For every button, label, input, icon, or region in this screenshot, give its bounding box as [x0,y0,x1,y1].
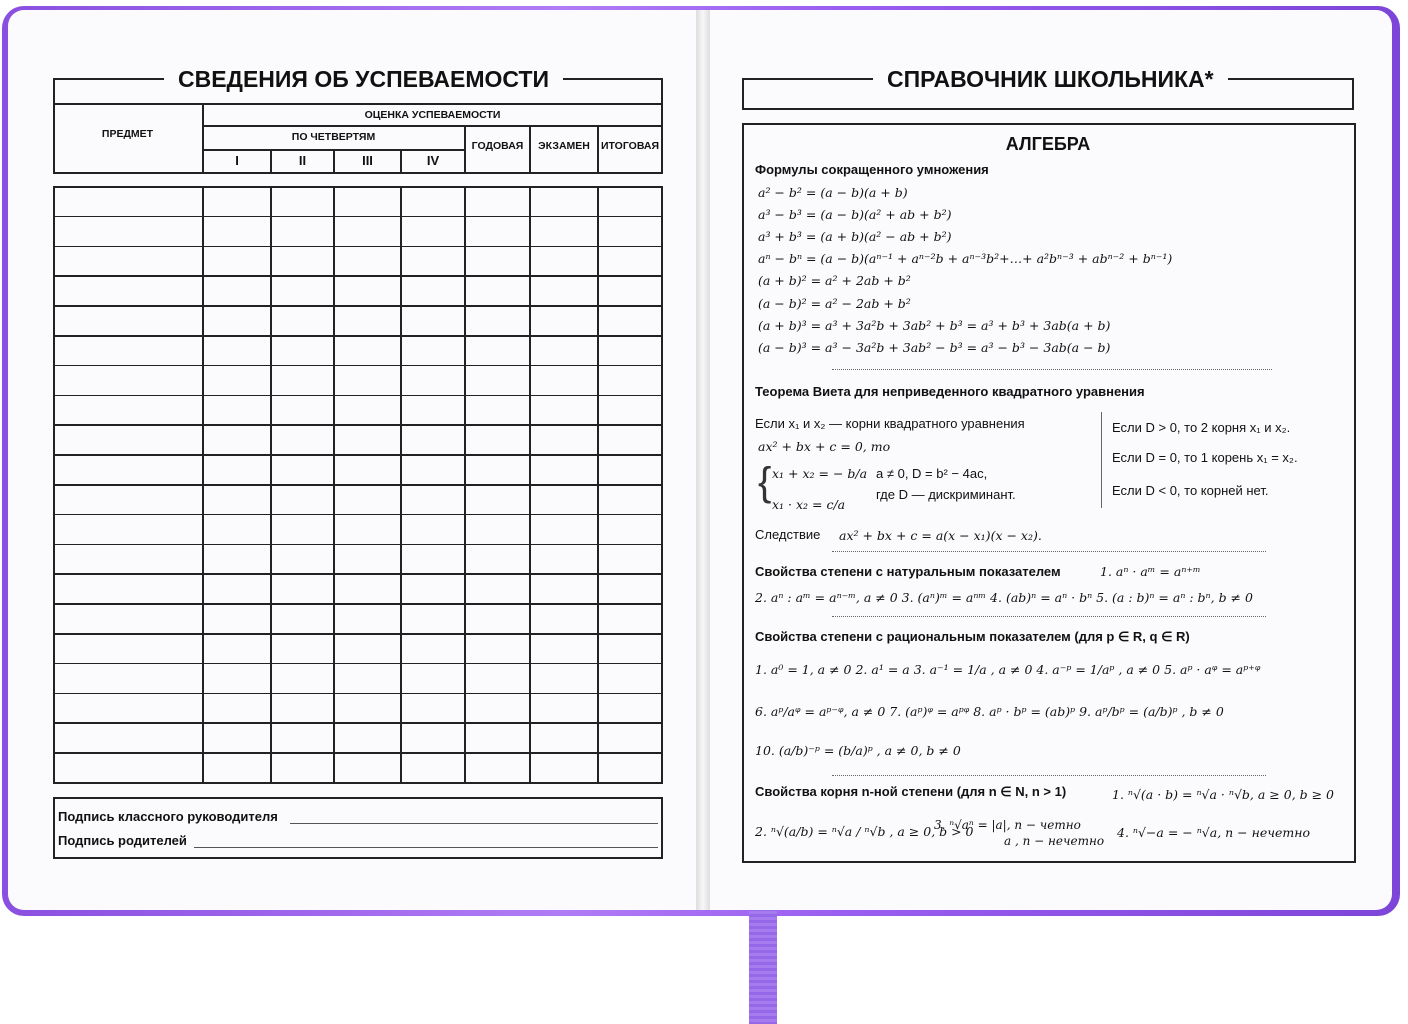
formula-1: a² − b² = (a − b)(a + b) [758,185,908,200]
h-root: Свойства корня n-ной степени (для n ∈ N, n > 1) [755,784,1067,799]
grid-row-line [53,484,663,486]
grid-row-line [53,663,663,665]
formula-4: aⁿ − bⁿ = (a − b)(aⁿ⁻¹ + aⁿ⁻²b + aⁿ⁻³b²+…+ a²bⁿ⁻³ + abⁿ⁻² + bⁿ⁻¹) [758,251,1173,266]
h-vieta: Теорема Виета для неприведенного квадратного уравнения [755,384,1145,399]
root-property-3a: 3. ⁿ√aⁿ = |a|, n − четно [934,818,1081,832]
vieta-consequence-label: Следствие [755,527,821,542]
divider-2 [832,551,1266,552]
vieta-where: где D — дискриминант. [876,487,1016,502]
grid-row-line [53,335,663,337]
vieta-consequence: ax² + bx + c = a(x − x₁)(x − x₂). [839,528,1042,543]
grid-col-line [202,186,204,784]
grid-col-line [400,186,402,784]
vieta-result-2: Если D = 0, то 1 корень x₁ = x₂. [1112,450,1298,465]
rat-properties-6-9: 6. aᵖ/aᵠ = aᵖ⁻ᵠ, a ≠ 0 7. (aᵖ)ᵠ = aᵖᵠ 8. aᵖ · bᵖ = (ab)ᵖ 9. aᵖ/bᵖ = (a/b)ᵖ , b ≠ 0 [755,704,1224,719]
formula-5: (a + b)² = a² + 2ab + b² [758,273,911,288]
formula-7: (a + b)³ = a³ + 3a²b + 3ab² + b³ = a³ + b³ + 3ab(a + b) [758,318,1111,333]
col-exam: ЭКЗАМЕН [538,140,590,152]
formula-6: (a − b)² = a² − 2ab + b² [758,296,911,311]
grid-row-line [53,722,663,724]
quarter-4: IV [426,153,440,168]
grid-col-line [464,186,466,784]
grid-row-line [53,395,663,397]
h-formulas: Формулы сокращенного умножения [755,162,989,177]
divider-3 [832,616,1266,617]
col-year: ГОДОВАЯ [471,140,524,152]
grid-row-line [53,305,663,307]
quarter-2: II [298,153,307,168]
formula-3: a³ + b³ = (a + b)(a² − ab + b²) [758,229,952,244]
reference-title: СПРАВОЧНИК ШКОЛЬНИКА* [873,66,1228,93]
vieta-separator [1101,412,1102,508]
col-final: ИТОГОВАЯ [600,140,660,152]
grid-col-line [53,186,55,784]
col-grades: ОЦЕНКА УСПЕВАЕМОСТИ [364,109,501,121]
root-property-1: 1. ⁿ√(a · b) = ⁿ√a · ⁿ√b, a ≥ 0, b ≥ 0 [1112,787,1335,802]
h-rational-powers: Свойства степени с рациональным показателем (для p ∈ R, q ∈ R) [755,629,1190,644]
root-property-2: 2. ⁿ√(a/b) = ⁿ√a / ⁿ√b , a ≥ 0, b > 0 [755,824,974,839]
rat-property-10: 10. (a/b)⁻ᵖ = (b/a)ᵖ , a ≠ 0, b ≠ 0 [755,743,961,758]
nat-properties-2-5: 2. aⁿ : aᵐ = aⁿ⁻ᵐ, a ≠ 0 3. (aⁿ)ᵐ = aⁿᵐ 4. (ab)ⁿ = aⁿ · bⁿ 5. (a : b)ⁿ = aⁿ : bⁿ, b ≠ 0 [755,590,1253,605]
vieta-product: x₁ · x₂ = c/a [772,497,846,512]
grid-col-line [270,186,272,784]
rat-properties-1-5: 1. a⁰ = 1, a ≠ 0 2. a¹ = a 3. a⁻¹ = 1/a , a ≠ 0 4. a⁻ᵖ = 1/aᵖ , a ≠ 0 5. aᵖ · aᵠ = aᵖ⁺ᵠ [755,662,1261,677]
grades-title: СВЕДЕНИЯ ОБ УСПЕВАЕМОСТИ [164,66,563,93]
formula-8: (a − b)³ = a³ − 3a²b + 3ab² − b³ = a³ − b³ − 3ab(a − b) [758,340,1111,355]
sign-parents[interactable]: Подпись родителей [58,833,187,848]
quarter-1: I [235,153,239,168]
root-property-3b: a , n − нечетно [1004,834,1105,848]
grid-row-line [53,454,663,456]
col-subject: ПРЕДМЕТ [101,128,154,140]
section-algebra: АЛГЕБРА [1005,134,1091,154]
bookmark-ribbon [749,905,777,1024]
vieta-condition: a ≠ 0, D = b² − 4ac, [876,466,988,481]
grid-row-line [53,246,663,248]
grid-row-line [53,216,663,218]
vieta-brace: { [758,460,772,504]
grid-row-line [53,275,663,277]
vieta-result-3: Если D < 0, то корней нет. [1112,483,1269,498]
vieta-line-2: ax² + bx + c = 0, то [758,439,891,454]
grid-row-line [53,633,663,635]
grid-row-line [53,573,663,575]
quarter-3: III [362,153,373,168]
formula-2: a³ − b³ = (a − b)(a² + ab + b²) [758,207,952,222]
vieta-result-1: Если D > 0, то 2 корня x₁ и x₂. [1112,420,1291,435]
root-property-4: 4. ⁿ√−a = − ⁿ√a, n − нечетно [1117,825,1311,840]
grid-row-line [53,186,663,188]
grid-col-line [333,186,335,784]
nat-property-1: 1. aⁿ · aᵐ = aⁿ⁺ᵐ [1100,564,1201,579]
grid-col-line [661,186,663,784]
grid-row-line [53,693,663,695]
grid-row-line [53,603,663,605]
grid-row-line [53,544,663,546]
grid-row-line [53,752,663,754]
grid-col-line [597,186,599,784]
grid-col-line [529,186,531,784]
divider-1 [832,369,1272,370]
grid-row-line [53,514,663,516]
divider-4 [832,775,1266,776]
grid-row-line [53,782,663,784]
grid-row-line [53,424,663,426]
vieta-sum: x₁ + x₂ = − b/a [772,466,868,481]
page-gutter [696,10,710,910]
h-natural-powers: Свойства степени с натуральным показателем [755,564,1061,579]
vieta-line-1: Если x₁ и x₂ — корни квадратного уравнения [755,416,1025,431]
grid-row-line [53,365,663,367]
sign-teacher[interactable]: Подпись классного руководителя [58,809,278,824]
col-quarters: ПО ЧЕТВЕРТЯМ [291,131,376,143]
